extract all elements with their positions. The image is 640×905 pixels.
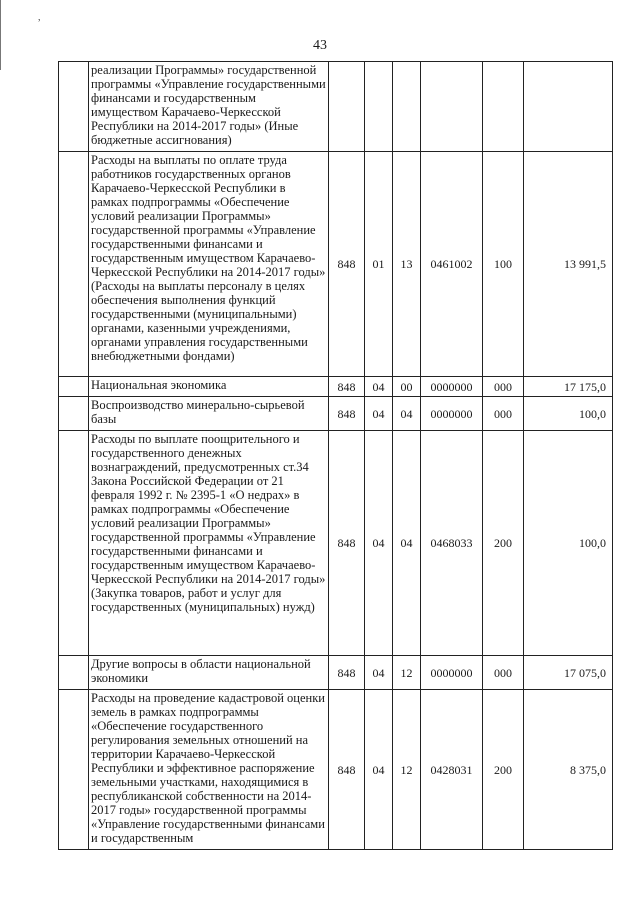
target-article-code: 0000000 — [421, 397, 483, 431]
table-row — [59, 377, 613, 397]
subsection-code: 12 — [393, 690, 421, 850]
amount-value: 17 075,0 — [524, 656, 613, 690]
row-index-cell — [59, 690, 89, 850]
row-index-cell — [59, 431, 89, 656]
expense-type-code: 000 — [483, 377, 524, 397]
table-row — [59, 62, 613, 152]
expense-type-code: 100 — [483, 152, 524, 377]
subsection-code: 12 — [393, 656, 421, 690]
section-code: 04 — [365, 690, 393, 850]
section-code — [365, 62, 393, 152]
subsection-code: 00 — [393, 377, 421, 397]
row-description: Расходы по выплате поощрительного и государственного денежных вознаграждений, предусмотренных ст.34 Закона Российской Федерации от 21 февраля 1992 г. № 2395-1 «О недрах» в рамках подпрограммы «Обеспечение условий реализации Программы» государственной программы «Управление государственными финансами и государственным имуществом Карачаево-Черкесской Республики на 2014-2017 годы» (Закупка товаров, работ и услуг для государственных (муниципальных) нужд) — [89, 431, 329, 656]
row-index-cell — [59, 397, 89, 431]
row-description: Расходы на проведение кадастровой оценки земель в рамках подпрограммы «Обеспечение государственного регулирования земельных отношений на территории Карачаево-Черкесской Республики и эффективное распоряжение земельными участками, находящимися в республиканской собственности на 2014-2017 годы» государственной программы «Управление государственными финансами и государственным — [89, 690, 329, 850]
amount-value: 100,0 — [524, 431, 613, 656]
scan-corner-mark: , — [38, 12, 41, 23]
amount-value: 13 991,5 — [524, 152, 613, 377]
row-description: Расходы на выплаты по оплате труда работников государственных органов Карачаево-Черкесской Республики в рамках подпрограммы «Обеспечение условий реализации Программы» государственной программы «Управление государственными финансами и государственным имуществом Карачаево-Черкесской Республики на 2014-2017 годы» (Расходы на выплаты персоналу в целях обеспечения выполнения функций государственными (муниципальными) органами, казенными учреждениями, органами управления государственными внебюджетными фондами) — [89, 152, 329, 377]
subsection-code: 04 — [393, 397, 421, 431]
subsection-code — [393, 62, 421, 152]
budget-table — [58, 61, 613, 850]
row-index-cell — [59, 62, 89, 152]
amount-value: 100,0 — [524, 397, 613, 431]
target-article-code: 0461002 — [421, 152, 483, 377]
section-code: 01 — [365, 152, 393, 377]
section-code: 04 — [365, 656, 393, 690]
row-description: Национальная экономика — [89, 377, 329, 397]
ministry-code: 848 — [329, 377, 365, 397]
page-number: 43 — [313, 38, 327, 53]
table-row — [59, 152, 613, 377]
table-row — [59, 397, 613, 431]
row-index-cell — [59, 377, 89, 397]
table-row — [59, 431, 613, 656]
ministry-code: 848 — [329, 431, 365, 656]
subsection-code: 04 — [393, 431, 421, 656]
section-code: 04 — [365, 397, 393, 431]
amount-value: 17 175,0 — [524, 377, 613, 397]
expense-type-code — [483, 62, 524, 152]
target-article-code: 0428031 — [421, 690, 483, 850]
amount-value — [524, 62, 613, 152]
row-index-cell — [59, 656, 89, 690]
ministry-code: 848 — [329, 397, 365, 431]
expense-type-code: 000 — [483, 397, 524, 431]
row-index-cell — [59, 152, 89, 377]
ministry-code: 848 — [329, 152, 365, 377]
ministry-code — [329, 62, 365, 152]
target-article-code: 0000000 — [421, 656, 483, 690]
expense-type-code: 200 — [483, 431, 524, 656]
target-article-code: 0000000 — [421, 377, 483, 397]
section-code: 04 — [365, 431, 393, 656]
row-description: Другие вопросы в области национальной экономики — [89, 656, 329, 690]
section-code: 04 — [365, 377, 393, 397]
expense-type-code: 200 — [483, 690, 524, 850]
ministry-code: 848 — [329, 690, 365, 850]
row-description: Воспроизводство минерально-сырьевой базы — [89, 397, 329, 431]
expense-type-code: 000 — [483, 656, 524, 690]
ministry-code: 848 — [329, 656, 365, 690]
scan-edge-line — [0, 0, 1, 70]
target-article-code: 0468033 — [421, 431, 483, 656]
table-row — [59, 690, 613, 850]
subsection-code: 13 — [393, 152, 421, 377]
amount-value: 8 375,0 — [524, 690, 613, 850]
row-description: реализации Программы» государственной программы «Управление государственными финансами и государственным имуществом Карачаево-Черкесской Республики на 2014-2017 годы» (Иные бюджетные ассигнования) — [89, 62, 329, 152]
target-article-code — [421, 62, 483, 152]
table-row — [59, 656, 613, 690]
